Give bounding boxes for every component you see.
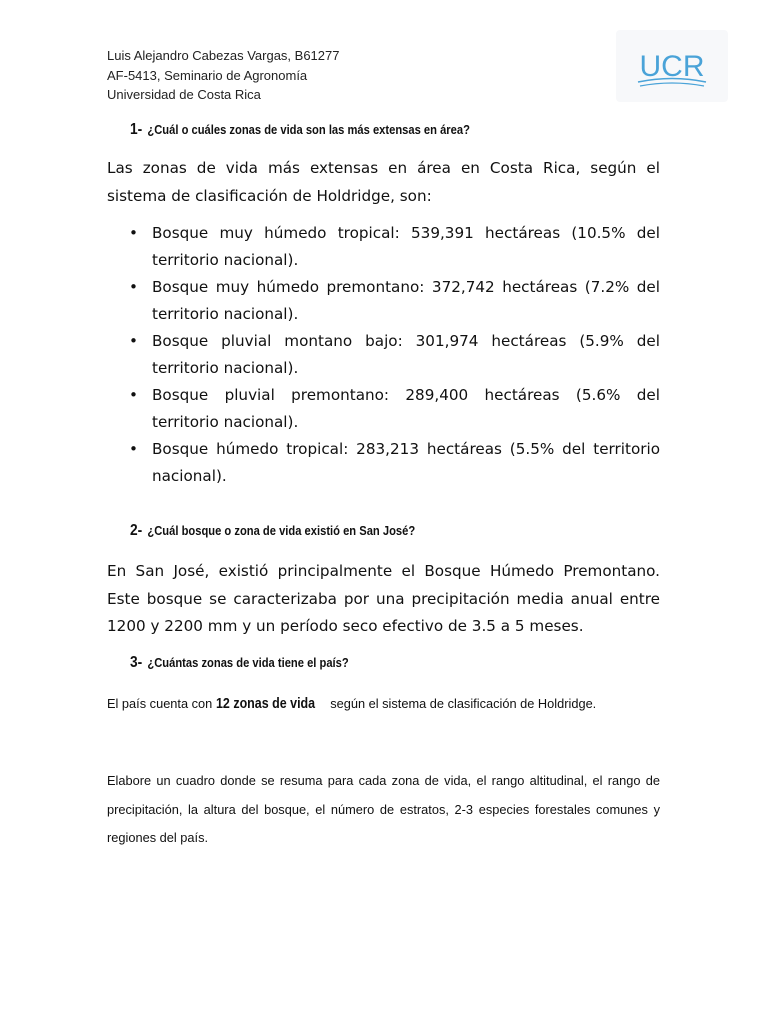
question-3-number: 3- (130, 654, 143, 671)
answer-3-after: según el sistema de clasificación de Holdridge. (323, 696, 597, 711)
bullet-icon: • (129, 440, 138, 458)
list-item-text: Bosque muy húmedo premontano: 372,742 hectáreas (7.2% del territorio nacional). (152, 278, 660, 323)
bullet-icon: • (129, 386, 138, 404)
list-item (107, 328, 660, 382)
answer-3-paragraph (107, 694, 660, 714)
ucr-logo (616, 30, 728, 102)
list-item-text: Bosque húmedo tropical: 283,213 hectáreas (5.5% del territorio nacional). (152, 440, 660, 485)
question-2 (130, 522, 415, 540)
question-1 (130, 121, 470, 139)
task-paragraph: Elabore un cuadro donde se resuma para cada zona de vida, el rango altitudinal, el rango de precipitación, la altura del bosque, el número de estratos, 2-3 especies forestales comunes y regiones del país. (107, 773, 660, 845)
list-item-text: Bosque pluvial premontano: 289,400 hectáreas (5.6% del territorio nacional). (152, 386, 660, 431)
university-name: Universidad de Costa Rica (107, 87, 261, 102)
bullet-icon: • (129, 224, 138, 242)
answer-3-before: El país cuenta con (107, 696, 216, 711)
list-item (107, 220, 660, 274)
intro-paragraph: Las zonas de vida más extensas en área en Costa Rica, según el sistema de clasificación de Holdridge, son: (107, 159, 660, 205)
list-item (107, 436, 660, 490)
author-name: Luis Alejandro Cabezas Vargas, B61277 (107, 48, 340, 63)
author-header (107, 46, 339, 105)
life-zones-list (107, 220, 660, 490)
list-item (107, 274, 660, 328)
question-3 (130, 654, 349, 672)
ucr-logo-graphic (616, 30, 728, 102)
logo-underline-bottom (640, 83, 704, 86)
course-name: AF-5413, Seminario de Agronomía (107, 67, 308, 83)
list-item-text: Bosque pluvial montano bajo: 301,974 hectáreas (5.9% del territorio nacional). (152, 332, 660, 377)
list-item-text: Bosque muy húmedo tropical: 539,391 hectáreas (10.5% del territorio nacional). (152, 224, 660, 269)
san-jose-paragraph: En San José, existió principalmente el Bosque Húmedo Premontano. Este bosque se caracterizaba por una precipitación media anual entre 1200 y 2200 mm y un período seco efectivo de 3.5 a 5 meses. (107, 562, 660, 635)
question-1-text: ¿Cuál o cuáles zonas de vida son las más extensas en área? (147, 122, 470, 137)
bullet-icon: • (129, 332, 138, 350)
question-2-text: ¿Cuál bosque o zona de vida existió en San José? (147, 523, 416, 538)
answer-3-highlight: 12 zonas de vida (215, 696, 315, 712)
list-item (107, 382, 660, 436)
question-1-number: 1- (130, 121, 143, 138)
bullet-icon: • (129, 278, 138, 296)
question-3-text: ¿Cuántas zonas de vida tiene el país? (147, 655, 349, 670)
question-2-number: 2- (130, 522, 143, 539)
logo-text: UCR (639, 50, 705, 83)
